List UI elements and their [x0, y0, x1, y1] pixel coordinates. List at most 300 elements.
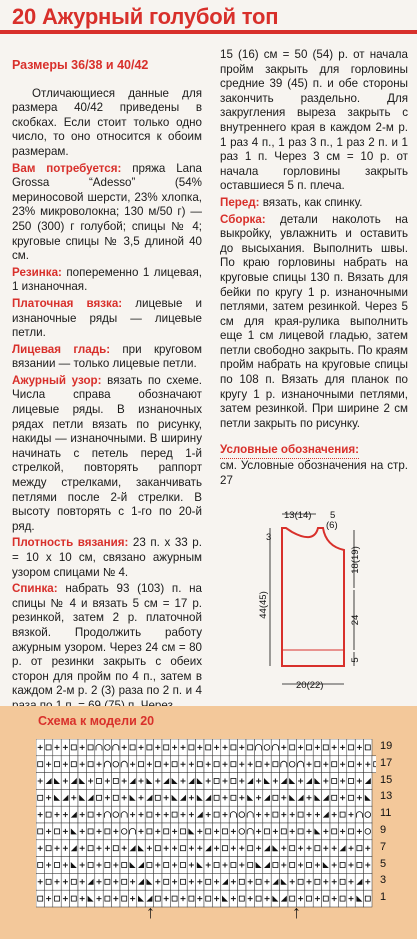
chart-cell: [86, 756, 94, 773]
chart-cell: [254, 806, 262, 823]
left-column: [12, 58, 202, 716]
chart-cell: [305, 789, 313, 806]
chart-cell: [288, 756, 296, 773]
chart-cell: [170, 890, 178, 907]
chart-cell: [313, 789, 321, 806]
chart-cell: [204, 739, 212, 756]
chart-cell: [305, 890, 313, 907]
chart-cell: [103, 890, 111, 907]
chart-cell: [128, 756, 136, 773]
chart-cell: [338, 739, 346, 756]
chart-cell: [120, 806, 128, 823]
row-number: 11: [380, 807, 392, 820]
chart-cell: [246, 756, 254, 773]
chart-cell: [145, 773, 153, 790]
chart-cell: [95, 857, 103, 874]
chart-cell: [229, 857, 237, 874]
chart-cell: [154, 840, 162, 857]
chart-cell: [70, 756, 78, 773]
chart-cell: [112, 857, 120, 874]
chart-cell: [322, 739, 330, 756]
chart-cell: [53, 773, 61, 790]
chart-cell: [221, 873, 229, 890]
chart-cell: [187, 739, 195, 756]
chart-cell: [196, 823, 204, 840]
chart-cell: [305, 739, 313, 756]
chart-cell: [187, 773, 195, 790]
stockinette-paragraph: [12, 343, 202, 372]
chart-cell: [263, 890, 271, 907]
chart-cell: [196, 789, 204, 806]
chart-cell: [145, 756, 153, 773]
chart-cell: [44, 890, 52, 907]
chart-cell: [95, 890, 103, 907]
chart-cell: [263, 773, 271, 790]
chart-cell: [322, 773, 330, 790]
chart-cell: [246, 739, 254, 756]
chart-cell: [263, 840, 271, 857]
lace-label: Ажурный узор:: [12, 373, 102, 387]
chart-cell: [179, 789, 187, 806]
chart-cell: [330, 756, 338, 773]
chart-cell: [78, 873, 86, 890]
chart-cell: [53, 823, 61, 840]
chart-cell: [330, 806, 338, 823]
chart-cell: [179, 873, 187, 890]
chart-cell: [120, 739, 128, 756]
chart-cell: [103, 857, 111, 874]
chart-cell: [296, 806, 304, 823]
chart-cell: [212, 823, 220, 840]
chart-cell: [246, 890, 254, 907]
chart-cell: [112, 873, 120, 890]
chart-cell: [162, 806, 170, 823]
chart-cell: [238, 773, 246, 790]
chart-cell: [322, 890, 330, 907]
chart-cell: [61, 806, 69, 823]
row-number: 17: [380, 756, 393, 769]
chart-cell: [154, 756, 162, 773]
chart-cell: [95, 739, 103, 756]
chart-cell: [137, 773, 145, 790]
chart-cell: [229, 840, 237, 857]
chart-cell: [212, 739, 220, 756]
chart-cell: [246, 773, 254, 790]
chart-cell: [254, 773, 262, 790]
chart-cell: [296, 739, 304, 756]
chart-cell: [212, 789, 220, 806]
chart-cell: [305, 773, 313, 790]
chart-cell: [78, 739, 86, 756]
chart-cell: [137, 789, 145, 806]
chart-cell: [196, 773, 204, 790]
chart-cell: [229, 739, 237, 756]
chart-cell: [288, 773, 296, 790]
knitting-chart: [36, 739, 376, 909]
chart-cell: [137, 840, 145, 857]
chart-cell: [364, 823, 372, 840]
chart-cell: [296, 756, 304, 773]
chart-cell: [120, 773, 128, 790]
chart-cell: [280, 756, 288, 773]
chart-cell: [162, 873, 170, 890]
chart-cell: [187, 823, 195, 840]
chart-section: [0, 706, 417, 939]
chart-cell: [154, 773, 162, 790]
chart-cell: [355, 873, 363, 890]
intro-text: Отличающиеся данные для размера 40/42 приведены в скобках. Если стоит только одно число, то оно относится к обоим размерам.: [12, 86, 202, 158]
chart-cell: [36, 890, 44, 907]
chart-cell: [154, 789, 162, 806]
chart-cell: [145, 806, 153, 823]
chart-cell: [364, 873, 372, 890]
chart-cell: [70, 739, 78, 756]
chart-cell: [347, 739, 355, 756]
chart-cell: [103, 840, 111, 857]
chart-cell: [95, 840, 103, 857]
chart-cell: [95, 806, 103, 823]
row-number: 13: [380, 790, 393, 803]
gauge-label: Плотность вязания:: [12, 536, 129, 550]
chart-cell: [238, 756, 246, 773]
stockinette-text: при круговом вязании — только лицевые петли.: [12, 342, 202, 371]
chart-cell: [254, 890, 262, 907]
chart-cell: [137, 890, 145, 907]
chart-cell: [221, 739, 229, 756]
chart-cell: [78, 806, 86, 823]
chart-cell: [196, 840, 204, 857]
chart-cell: [271, 823, 279, 840]
chart-cell: [288, 789, 296, 806]
width-label: 20(22): [296, 680, 324, 691]
chart-cell: [154, 873, 162, 890]
chart-cell: [288, 739, 296, 756]
chart-cell: [196, 857, 204, 874]
chart-cell: [221, 857, 229, 874]
chart-cell: [322, 789, 330, 806]
chart-cell: [61, 857, 69, 874]
chart-cell: [162, 739, 170, 756]
chart-cell: [187, 890, 195, 907]
chart-cell: [61, 739, 69, 756]
chart-cell: [61, 873, 69, 890]
chart-cell: [86, 739, 94, 756]
chart-cell: [330, 840, 338, 857]
chart-cell: [254, 823, 262, 840]
chart-cell: [280, 890, 288, 907]
chart-cell: [170, 789, 178, 806]
chart-cell: [137, 857, 145, 874]
chart-cell: [162, 823, 170, 840]
chart-cell: [78, 756, 86, 773]
chart-cell: [128, 789, 136, 806]
chart-cell: [263, 823, 271, 840]
chart-cell: [263, 789, 271, 806]
row-number: 3: [380, 874, 387, 887]
chart-cell: [355, 773, 363, 790]
materials-label: Вам потребуется:: [12, 161, 122, 175]
chart-cell: [120, 789, 128, 806]
chart-cell: [355, 806, 363, 823]
chart-cell: [112, 789, 120, 806]
chart-cell: [86, 773, 94, 790]
chart-cell: [95, 756, 103, 773]
chart-cell: [338, 773, 346, 790]
chart-cell: [103, 756, 111, 773]
chart-cell: [179, 857, 187, 874]
chart-cell: [322, 857, 330, 874]
chart-cell: [347, 857, 355, 874]
chart-cell: [162, 890, 170, 907]
chart-cell: [61, 773, 69, 790]
chart-cell: [112, 823, 120, 840]
chart-cell: [196, 806, 204, 823]
chart-cell: [238, 806, 246, 823]
chart-cell: [170, 840, 178, 857]
chart-cell: [53, 806, 61, 823]
chart-cell: [112, 806, 120, 823]
chart-cell: [238, 789, 246, 806]
chart-cell: [145, 823, 153, 840]
chart-cell: [103, 873, 111, 890]
rib-text: попеременно 1 лицевая, 1 изнаночная.: [12, 265, 202, 294]
row-number: 19: [380, 740, 393, 752]
chart-cell: [179, 756, 187, 773]
repeat-end-arrow: ↑: [292, 902, 301, 922]
chart-cell: [170, 857, 178, 874]
chart-cell: [280, 806, 288, 823]
chart-cell: [204, 773, 212, 790]
chart-cell: [179, 890, 187, 907]
chart-cell: [212, 806, 220, 823]
garter-paragraph: [12, 297, 202, 341]
chart-cell: [280, 857, 288, 874]
chart-cell: [44, 823, 52, 840]
chart-cell: [229, 789, 237, 806]
chart-cell: [271, 806, 279, 823]
chart-cell: [95, 773, 103, 790]
chart-cell: [36, 806, 44, 823]
title-bar: [0, 0, 417, 34]
chart-cell: [364, 773, 372, 790]
chart-cell: [229, 890, 237, 907]
chart-cell: [254, 840, 262, 857]
gauge-paragraph: [12, 536, 202, 580]
assembly-text: детали наколоть на выкройку, увлажнить и оставить до высыхания. Выполнить швы. По краю горловины набрать на круговые спицы 130 п. Вязать для бейки по кругу 1 р. изнаночными петлями, затем резинкой. Через 5 см для края-рулика выполнить еще 1 см лицевой гладью, затем петли свободно закрыть. По краям пройм набрать на круговые спицы по 108 п. Вязать для планок по кругу 1 р. изнаночными петлями, затем резинкой. При ширине 2 см петли закрыть по рисунку.: [220, 212, 408, 430]
chart-cell: [204, 789, 212, 806]
chart-cell: [313, 739, 321, 756]
chart-cell: [271, 756, 279, 773]
chart-cell: [305, 756, 313, 773]
chart-cell: [95, 823, 103, 840]
chart-cell: [330, 890, 338, 907]
back-text: набрать 93 (103) п. на спицы № 4 и вязать 5 см = 17 р. резинкой, затем 2 р. платочной вязкой. Продолжить работу ажурным узором. Через 24 см = 80 р. от резинки закрыть с обеих сторон для пройм по 4 п., затем в каждом 2-м р. 2 (3) раза по 2 п. и 4: [12, 582, 202, 698]
chart-cell: [280, 840, 288, 857]
chart-cell: [179, 806, 187, 823]
chart-cell: [238, 890, 246, 907]
chart-cell: [120, 823, 128, 840]
chart-cell: [103, 823, 111, 840]
chart-cell: [187, 789, 195, 806]
front-label: Перед:: [220, 195, 260, 209]
chart-cell: [229, 773, 237, 790]
chart-cell: [296, 840, 304, 857]
rib-label: Резинка:: [12, 265, 62, 279]
sizes-heading: Размеры 36/38 и 40/42: [12, 58, 149, 72]
chart-cell: [145, 789, 153, 806]
chart-cell: [238, 823, 246, 840]
chart-cell: [86, 873, 94, 890]
chart-cell: [36, 857, 44, 874]
chart-cell: [61, 789, 69, 806]
chart-cell: [204, 806, 212, 823]
right-column: [220, 48, 408, 490]
chart-cell: [347, 873, 355, 890]
chart-cell: [170, 873, 178, 890]
chart-cell: [288, 857, 296, 874]
chart-cell: [280, 773, 288, 790]
schematic-diagram: [240, 500, 410, 700]
chart-cell: [355, 756, 363, 773]
chart-cell: [86, 789, 94, 806]
chart-cell: [53, 873, 61, 890]
back-continued-text: 15 (16) см = 50 (54) р. от начала пройм закрыть для горловины средние 39 (45) п. и обе стороны закончить раздельно. Для закругления выреза закрыть с внутреннего края в каждом 2-м р. 1 раз 4 п., 1 раз 3 п., 1 раз 2 п. и 1 раз 1 п. Через 3 см = 10 р. от начала горловины закрыть оставшиеся 5 п. плеча.: [220, 48, 408, 193]
chart-cell: [179, 840, 187, 857]
chart-cell: [364, 806, 372, 823]
body-label: 24: [350, 614, 361, 626]
chart-cell: [70, 873, 78, 890]
chart-cell: [70, 890, 78, 907]
chart-cell: [271, 773, 279, 790]
chart-cell: [36, 873, 44, 890]
chart-cell: [271, 840, 279, 857]
chart-cell: [179, 823, 187, 840]
chart-cell: [246, 840, 254, 857]
chart-cell: [162, 756, 170, 773]
chart-cell: [137, 823, 145, 840]
chart-cell: [128, 840, 136, 857]
chart-cell: [263, 857, 271, 874]
chart-cell: [238, 857, 246, 874]
chart-cell: [263, 873, 271, 890]
row-number: 1: [380, 891, 387, 904]
chart-cell: [95, 873, 103, 890]
chart-cell: [103, 773, 111, 790]
chart-cell: [170, 806, 178, 823]
chart-cell: [246, 789, 254, 806]
chart-cell: [103, 739, 111, 756]
chart-cell: [296, 773, 304, 790]
chart-cell: [44, 756, 52, 773]
chart-cell: [372, 756, 376, 773]
row-number: 9: [380, 824, 387, 836]
page-title: 20 Ажурный голубой топ: [12, 4, 279, 29]
chart-cell: [44, 857, 52, 874]
chart-cell: [154, 806, 162, 823]
chart-cell: [221, 806, 229, 823]
chart-cell: [187, 756, 195, 773]
chart-cell: [330, 789, 338, 806]
chart-cell: [61, 756, 69, 773]
back-paragraph: [12, 582, 202, 713]
chart-cell: [212, 840, 220, 857]
chart-cell: [212, 773, 220, 790]
chart-cell: [196, 739, 204, 756]
chart-cell: [145, 739, 153, 756]
chart-cell: [238, 840, 246, 857]
chart-cell: [86, 857, 94, 874]
chart-cell: [338, 873, 346, 890]
chart-cell: [44, 739, 52, 756]
chart-cell: [212, 873, 220, 890]
chart-cell: [288, 873, 296, 890]
chart-cell: [271, 873, 279, 890]
garter-label: Платочная вязка:: [12, 296, 123, 310]
chart-cell: [347, 789, 355, 806]
chart-cell: [322, 873, 330, 890]
chart-cell: [347, 890, 355, 907]
chart-cell: [70, 857, 78, 874]
chart-cell: [263, 806, 271, 823]
chart-cell: [355, 789, 363, 806]
chart-cell: [246, 873, 254, 890]
chart-cell: [112, 840, 120, 857]
chart-cell: [296, 873, 304, 890]
chart-cell: [330, 823, 338, 840]
chart-cell: [78, 857, 86, 874]
chart-cell: [120, 756, 128, 773]
chart-cell: [120, 840, 128, 857]
chart-cell: [154, 739, 162, 756]
chart-cell: [120, 857, 128, 874]
chart-cell: [187, 840, 195, 857]
chart-cell: [204, 756, 212, 773]
chart-cell: [271, 789, 279, 806]
chart-cell: [355, 739, 363, 756]
chart-cell: [154, 823, 162, 840]
chart-cell: [254, 857, 262, 874]
chart-cell: [44, 840, 52, 857]
chart-cell: [322, 806, 330, 823]
chart-cell: [313, 873, 321, 890]
chart-cell: [313, 840, 321, 857]
chart-cell: [112, 756, 120, 773]
chart-cell: [364, 890, 372, 907]
chart-cell: [36, 739, 44, 756]
lace-paragraph: [12, 374, 202, 535]
chart-cell: [212, 890, 220, 907]
back-label: Спинка:: [12, 582, 58, 596]
chart-cell: [221, 840, 229, 857]
chart-cell: [221, 823, 229, 840]
chart-cell: [229, 756, 237, 773]
chart-cell: [162, 840, 170, 857]
chart-cell: [78, 890, 86, 907]
chart-cell: [187, 857, 195, 874]
chart-cell: [229, 823, 237, 840]
chart-cell: [364, 840, 372, 857]
materials-paragraph: [12, 162, 202, 264]
chart-cell: [162, 773, 170, 790]
chart-cell: [86, 890, 94, 907]
chart-cell: [280, 739, 288, 756]
chart-cell: [128, 823, 136, 840]
chart-cell: [355, 823, 363, 840]
chart-cell: [196, 873, 204, 890]
chart-cell: [355, 857, 363, 874]
chart-cell: [137, 806, 145, 823]
chart-cell: [364, 789, 372, 806]
